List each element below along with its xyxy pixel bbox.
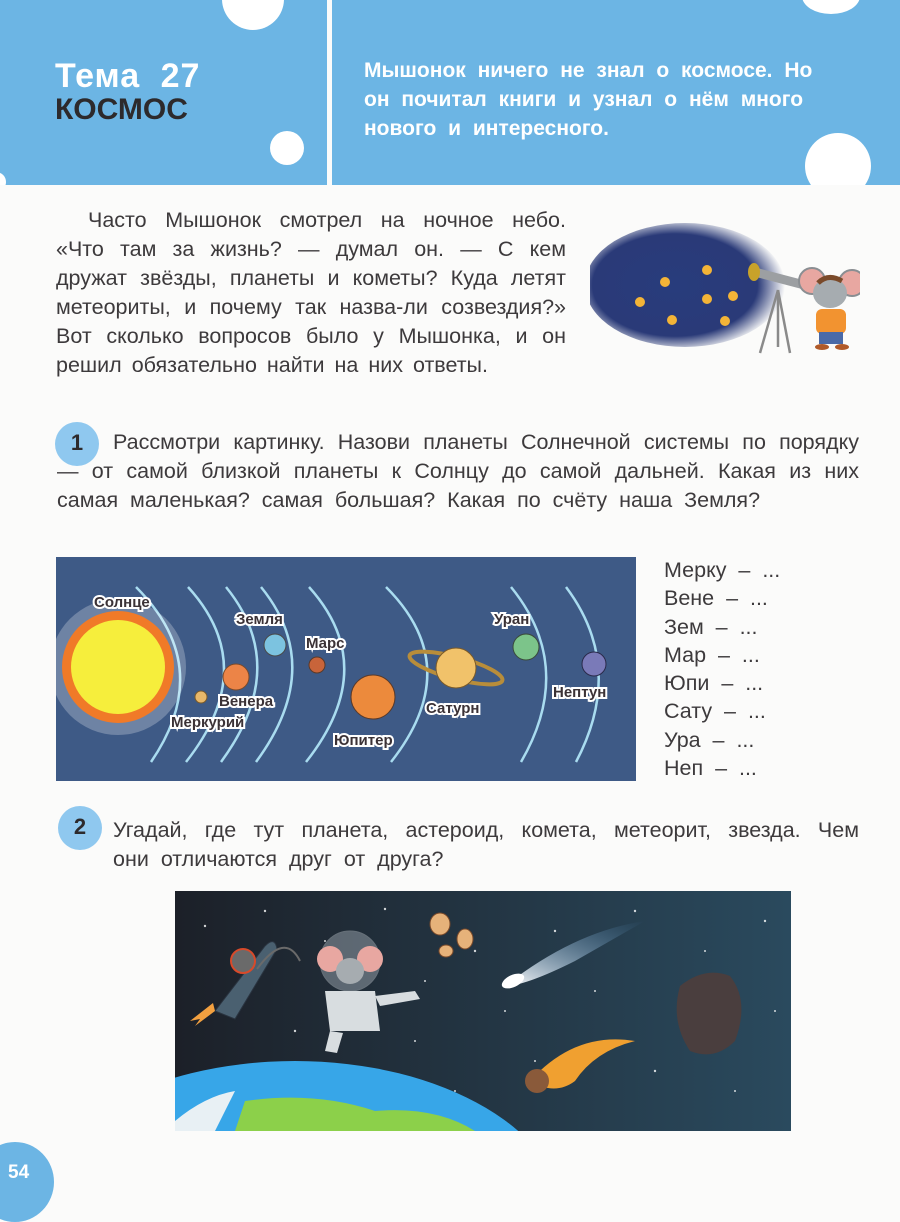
label-mars: Марс bbox=[306, 635, 345, 652]
answer-item: Мерку – ... bbox=[664, 558, 781, 582]
page-number-badge bbox=[0, 1142, 54, 1222]
task-1-text: Рассмотри картинку. Назови планеты Солнечной системы по порядку — от самой близкой планеты к Солнцу до самой дальней. Какая из них самая маленькая? самая большая? Какая по счёту наша Земля? bbox=[57, 430, 859, 512]
intro-header-panel bbox=[332, 0, 900, 185]
answer-list bbox=[664, 556, 780, 782]
story-text: Часто Мышонок смотрел на ночное небо. «Что там за жизнь? — думал он. — С кем дружат звёзды, планеты и кометы? Куда летят метеориты, и почему так назва-ли созвездия?» Вот сколько вопросов было у Мышонка, и он решил обязательно найти на них ответы. bbox=[56, 208, 566, 377]
task-number-badge: 2 bbox=[58, 806, 102, 850]
jupiter-icon bbox=[351, 675, 395, 719]
label-earth: Земля bbox=[236, 611, 283, 628]
decorative-circle bbox=[0, 172, 6, 185]
intro-text: Мышонок ничего не знал о космосе. Но он почитал книги и узнал о нём много нового и интересного. bbox=[364, 59, 813, 140]
answer-item: Сату – ... bbox=[664, 699, 766, 724]
label-sun: Солнце bbox=[94, 594, 150, 611]
space-scene-illustration bbox=[175, 891, 791, 1131]
answer-item: Юпи – ... bbox=[664, 671, 764, 696]
decorative-circle bbox=[802, 0, 860, 14]
label-jupiter: Юпитер bbox=[334, 732, 393, 749]
answer-item: Мар – ... bbox=[664, 642, 760, 667]
night-sky bbox=[590, 223, 785, 347]
mars-icon bbox=[309, 657, 325, 673]
answer-item: Ура – ... bbox=[664, 727, 755, 752]
label-neptune: Нептун bbox=[553, 684, 607, 701]
decorative-circle bbox=[270, 131, 304, 165]
label-venus: Венера bbox=[219, 693, 274, 710]
page-number: 54 bbox=[8, 1162, 30, 1183]
answer-item: Зем – ... bbox=[664, 614, 758, 639]
answer-item: Неп – ... bbox=[664, 756, 757, 781]
topic-header-panel bbox=[0, 0, 327, 185]
label-saturn: Сатурн bbox=[426, 700, 480, 717]
label-uranus: Уран bbox=[494, 611, 530, 628]
story-paragraph bbox=[56, 206, 566, 380]
decorative-circle bbox=[222, 0, 284, 30]
earth-icon bbox=[264, 634, 286, 656]
uranus-icon bbox=[513, 634, 539, 660]
mouse-character-icon bbox=[799, 268, 860, 350]
telescope-illustration bbox=[590, 205, 860, 355]
sun-icon bbox=[71, 620, 165, 714]
topic-label: Тема 27 bbox=[55, 57, 201, 95]
mercury-icon bbox=[195, 691, 207, 703]
neptune-icon bbox=[582, 652, 606, 676]
topic-title: КОСМОС bbox=[55, 93, 188, 126]
venus-icon bbox=[223, 664, 249, 690]
asteroid-icon bbox=[677, 973, 742, 1055]
solar-system-diagram bbox=[56, 557, 636, 781]
task-number-badge: 1 bbox=[55, 422, 99, 466]
task-2-text: Угадай, где тут планета, астероид, комета, метеорит, звезда. Чем они отличаются друг от друга? bbox=[113, 818, 859, 871]
label-mercury: Меркурий bbox=[171, 714, 245, 731]
answer-item: Вене – ... bbox=[664, 586, 768, 611]
